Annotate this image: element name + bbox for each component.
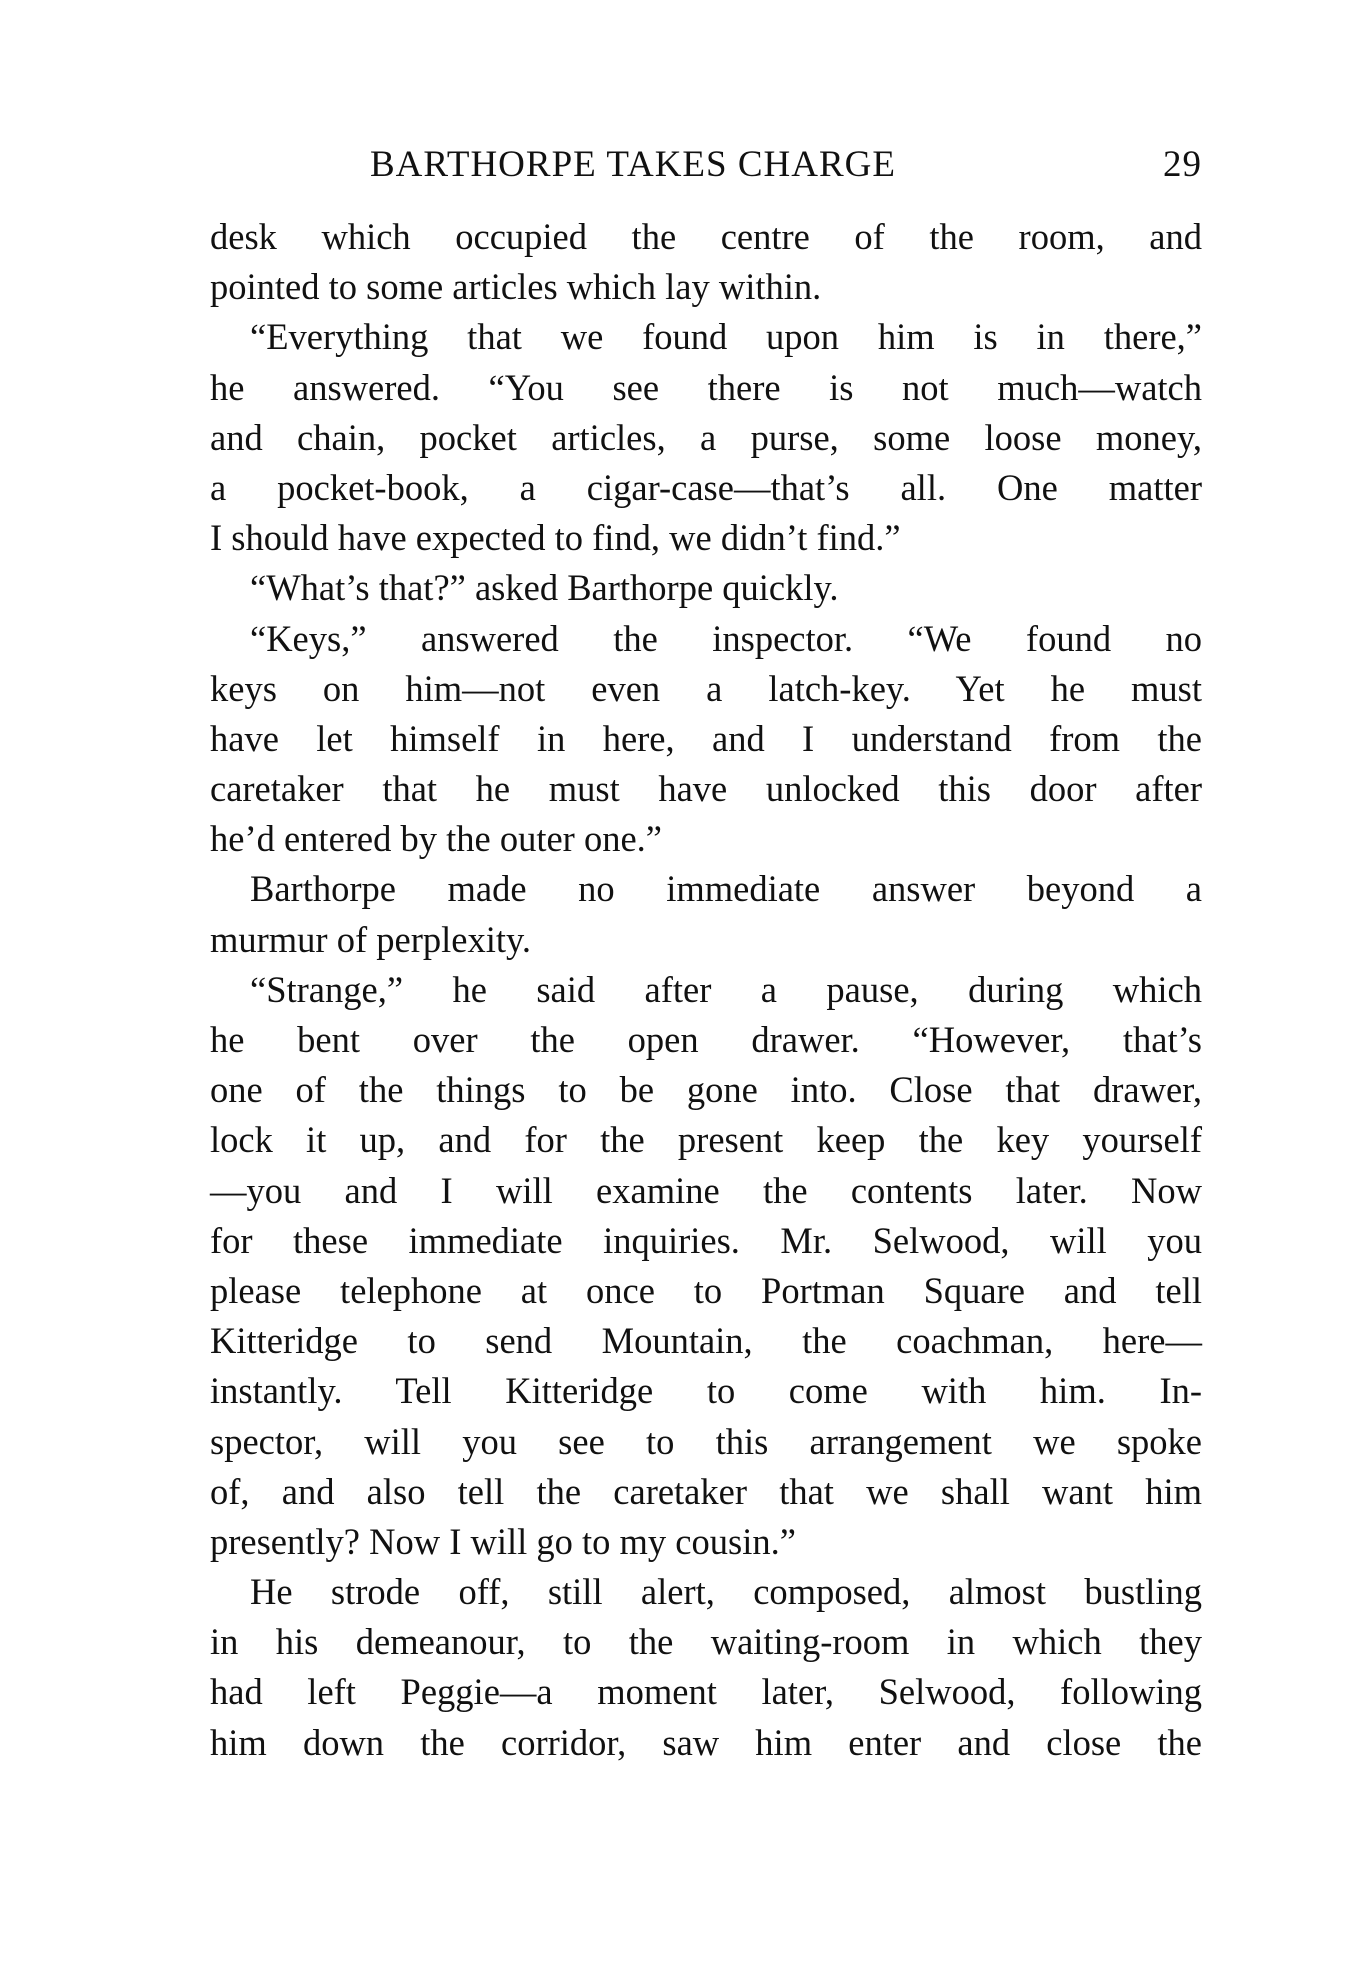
text-line: in his demeanour, to the waiting-room in which they [210,1621,1202,1663]
text-line: for these immediate inquiries. Mr. Selwood, will you [210,1219,1202,1261]
text-line: Barthorpe made no immediate answer beyond a [250,868,1202,910]
text-line: him down the corridor, saw him enter and close the [210,1721,1202,1763]
text-line: one of the things to be gone into. Close that drawer, [210,1069,1202,1111]
text-line: pointed to some articles which lay within. [210,266,822,308]
text-line: and chain, pocket articles, a purse, some loose money, [210,416,1202,458]
text-line: murmur of perplexity. [210,918,531,960]
text-line: keys on him—not even a latch-key. Yet he must [210,667,1202,709]
text-line: instantly. Tell Kitteridge to come with him. In- [210,1370,1202,1412]
text-line: caretaker that he must have unlocked this door after [210,768,1202,810]
text-line: “Keys,” answered the inspector. “We found no [250,617,1202,659]
text-line: of, and also tell the caretaker that we shall want him [210,1470,1202,1512]
text-line: spector, will you see to this arrangement we spoke [210,1420,1202,1462]
text-line: —you and I will examine the contents later. Now [210,1169,1202,1211]
running-title: BARTHORPE TAKES CHARGE [370,144,896,185]
page-number: 29 [1163,144,1202,185]
text-line: “Everything that we found upon him is in there,” [250,316,1202,358]
text-line: He strode off, still alert, composed, almost bustling [250,1571,1202,1613]
body-text [210,212,1202,1768]
text-line: “Strange,” he said after a pause, during which [250,968,1202,1010]
text-line: had left Peggie—a moment later, Selwood, following [210,1671,1202,1713]
text-line: “What’s that?” asked Barthorpe quickly. [250,567,839,609]
text-line: desk which occupied the centre of the room, and [210,216,1202,257]
text-line: he bent over the open drawer. “However, that’s [210,1019,1202,1060]
text-line: have let himself in here, and I understand from the [210,717,1202,759]
page-header [210,143,1202,193]
text-line: a pocket-book, a cigar-case—that’s all. One matter [210,466,1202,508]
text-line: please telephone at once to Portman Square and tell [210,1269,1202,1311]
text-line: I should have expected to find, we didn’t find.” [210,517,901,559]
text-line: he answered. “You see there is not much—watch [210,366,1202,408]
text-line: he’d entered by the outer one.” [210,818,662,860]
text-line: presently? Now I will go to my cousin.” [210,1520,796,1562]
text-line: Kitteridge to send Mountain, the coachman, here— [210,1320,1202,1362]
text-line: lock it up, and for the present keep the key yourself [210,1119,1202,1161]
